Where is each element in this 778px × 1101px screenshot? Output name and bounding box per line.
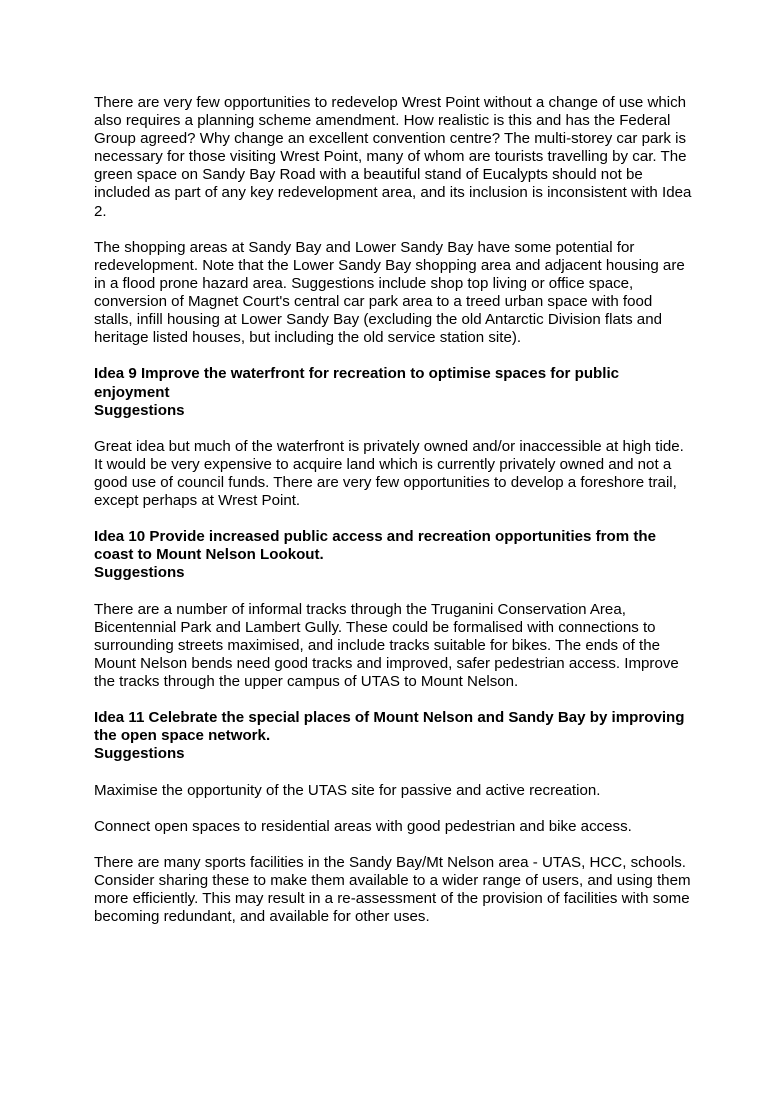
idea-11-suggestions-label: Suggestions bbox=[94, 745, 185, 763]
idea-9-paragraph: Great idea but much of the waterfront is privately owned and/or inaccessible at high tide. It would be very expensive to acquire land which is currently privately owned and not a good use of council funds. There are very few opportunities to develop a foreshore trail, except perhaps at Wrest Point. bbox=[94, 437, 684, 510]
idea-10-heading bbox=[94, 528, 694, 582]
document-page bbox=[94, 94, 694, 944]
idea-10-paragraph: There are a number of informal tracks through the Truganini Conservation Area, Bicentennial Park and Lambert Gully. These could be formalised with connections to surrounding streets maximised, and include tracks suitable for bikes. The ends of the Mount Nelson bends need good tracks and improved, safer pedestrian access. Improve the tracks through the upper campus of UTAS to Mount Nelson. bbox=[94, 600, 679, 690]
idea-11-title: Idea 11 Celebrate the special places of Mount Nelson and Sandy Bay by improving the open space network. bbox=[94, 709, 685, 745]
idea-11-paragraph-utas: Maximise the opportunity of the UTAS site for passive and active recreation. bbox=[94, 781, 601, 799]
idea-11-paragraph-connect: Connect open spaces to residential areas with good pedestrian and bike access. bbox=[94, 817, 632, 835]
idea-11-paragraph-sports: There are many sports facilities in the Sandy Bay/Mt Nelson area - UTAS, HCC, schools. Consider sharing these to make them available to a wider range of users, and using them more efficiently. This may result in a re-assessment of the provision of facilities with some becoming redundant, and available for other uses. bbox=[94, 853, 691, 926]
idea-9-suggestions-label: Suggestions bbox=[94, 401, 185, 419]
idea-9-title: Idea 9 Improve the waterfront for recreation to optimise spaces for public enjoyment bbox=[94, 365, 620, 401]
wrest-point-paragraph: There are very few opportunities to redevelop Wrest Point without a change of use which also requires a planning scheme amendment. How realistic is this and has the Federal Group agreed? Why change an excellent convention centre? The multi-storey car park is necessary for those visiting Wrest Point, many of whom are tourists travelling by car. The green space on Sandy Bay Road with a beautiful stand of Eucalypts should not be included as part of any key redevelopment area, and its inclusion is inconsistent with Idea 2. bbox=[94, 94, 692, 220]
shopping-areas-paragraph: The shopping areas at Sandy Bay and Lower Sandy Bay have some potential for redevelopment. Note that the Lower Sandy Bay shopping area and adjacent housing are in a flood prone hazard area. Suggestions include shop top living or office space, conversion of Magnet Court's central car park area to a treed urban space with food stalls, infill housing at Lower Sandy Bay (excluding the old Antarctic Division flats and heritage listed houses, but including the old service station site). bbox=[94, 238, 685, 347]
idea-10-suggestions-label: Suggestions bbox=[94, 564, 185, 582]
idea-11-heading bbox=[94, 709, 694, 763]
idea-10-title: Idea 10 Provide increased public access and recreation opportunities from the coast to Mount Nelson Lookout. bbox=[94, 528, 656, 564]
idea-9-heading bbox=[94, 365, 694, 419]
